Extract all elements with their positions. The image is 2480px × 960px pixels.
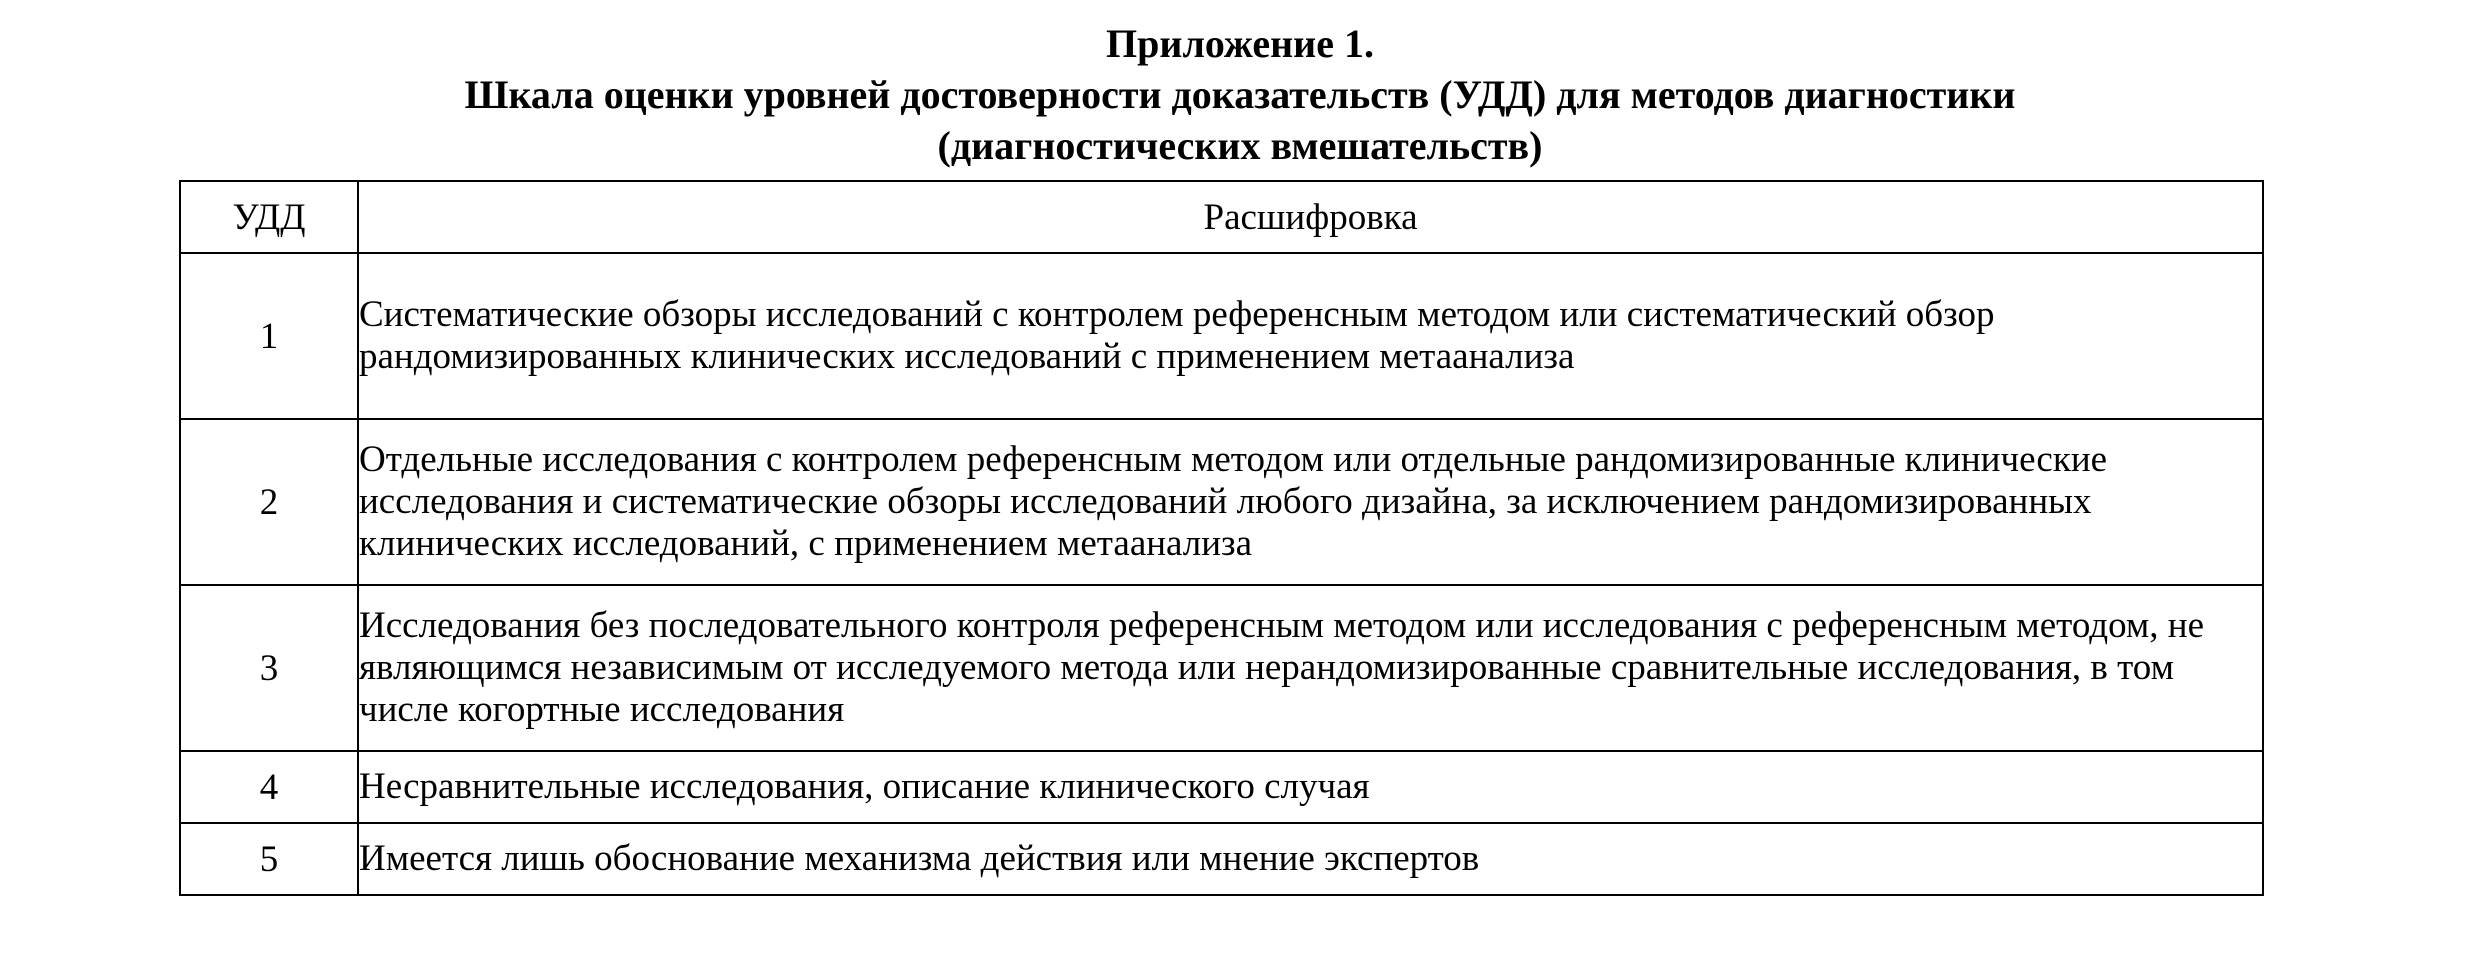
description-cell: Несравнительные исследования, описание клинического случая — [358, 751, 2263, 823]
description-cell: Отдельные исследования с контролем референсным методом или отдельные рандомизированные клинические исследования и систематические обзоры исследований любого дизайна, за исключением рандомизированных клинических исследований, с применением метаанализа — [358, 419, 2263, 585]
table-row — [180, 419, 2263, 585]
level-cell: 4 — [180, 751, 358, 823]
description-cell: Систематические обзоры исследований с контролем референсным методом или систематический обзор рандомизированных клинических исследований с применением метаанализа — [358, 253, 2263, 419]
document-title — [0, 18, 2480, 171]
scale-subtitle: (диагностических вмешательств) — [937, 123, 1543, 168]
appendix-heading: Приложение 1. — [1106, 21, 1374, 66]
scale-title: Шкала оценки уровней достоверности доказательств (УДД) для методов диагностики — [464, 72, 2016, 117]
header-level: УДД — [180, 181, 358, 253]
level-cell: 2 — [180, 419, 358, 585]
description-cell: Исследования без последовательного контроля референсным методом или исследования с референсным методом, не являющимся независимым от исследуемого метода или нерандомизированные сравнительные исследования, в том числе когортные исследования — [358, 585, 2263, 751]
level-cell: 3 — [180, 585, 358, 751]
level-cell: 1 — [180, 253, 358, 419]
table-row — [180, 823, 2263, 895]
table-row — [180, 751, 2263, 823]
level-cell: 5 — [180, 823, 358, 895]
evidence-level-table — [179, 180, 2264, 896]
header-description: Расшифровка — [358, 181, 2263, 253]
table-row — [180, 585, 2263, 751]
description-cell: Имеется лишь обоснование механизма действия или мнение экспертов — [358, 823, 2263, 895]
table-header-row — [180, 181, 2263, 253]
table-row — [180, 253, 2263, 419]
